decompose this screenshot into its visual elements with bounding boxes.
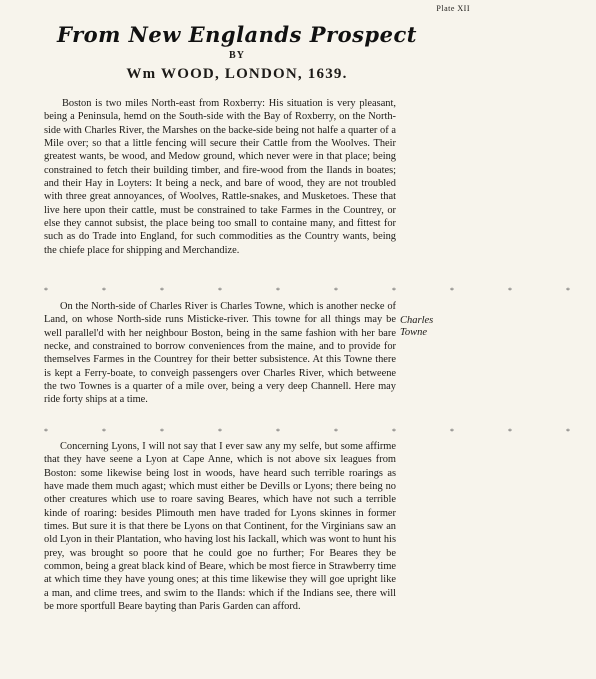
plate-label: Plate XII [436,4,470,13]
paragraph-text: Concerning Lyons, I will not say that I ever saw any my selfe, but some affirme that they have seene a Lyon at Cape Anne, which is not above six leagues from Boston: some likewise being lost in woods, have heard such terrible roarings as have made them much agast; which must either be Devills or Lyons; there being no other creatures which use to roare saving Beares, which have not such a terrible kinde of roaring: besides Plimouth men have traded for Lyons skinnes in former times. But sure it is that there be Lyons on that Continent, for the Virginians saw an old Lyon in their Plantation, who having lost his Iackall, which was wont to hunt his prey, was brought so poore that he could goe no further; For Beares they be common, being a great black kind of Beare, which be most fierce in Strawberry time at which time they have young ones; at this time likewise they will goe upright like a man, and clime trees, and swim to the Ilands: which if the Indians see, there will be more sportfull Beare bayting than Paris Garden can afford. [44,441,397,613]
section-divider: * * * * * * * * * * [44,427,596,436]
paragraph-charles-towne [44,300,396,407]
margin-note-line: Charles [400,315,434,326]
paragraph-boston [44,97,396,257]
paragraph-text: On the North-side of Charles River is Charles Towne, which is another necke of Land, on whose North-side runs Misticke-river. This towne for all things may be well parallel'd with her neighbour Boston, being in the same fashion with her bare necke, and constrained to borrow conveniences from the maine, and to provide for themselves Farmes in the Countrey for their better subsistence. At this Towne there is kept a Ferry-boate, to conveigh passengers over Charles River, which betweene the two Townes is a quarter of a mile over, being a very deep Channell. Here may ride forty ships at a time. [44,301,396,406]
imprint: Wm WOOD, LONDON, 1639. [126,66,348,82]
section-divider: * * * * * * * * * * [44,286,596,295]
margin-note [400,315,460,339]
byline: BY [229,50,245,61]
paragraph-text: Boston is two miles North-east from Roxberry: His situation is very pleasant, being a Peninsula, hemd on the South-side with the Bay of Roxberry, on the North-side with Charles River, the Marshes on the backe-side being not halfe a quarter of a Mile over; so that a little fencing will secure their Cattle from the Woolves. Their greatest wants, be wood, and Medow ground, which never were in that place; being constrained to fetch their building timber, and fire-wood from the Ilands in boates; and their Hay in Loyters: It being a neck, and bare of wood, they are not troubled with three great annoyances, of Woolves, Rattle-snakes, and Musketoes. These that live here upon their cattle, must be constrained to take Farmes in the Countrey, or else they cannot subsist, the place being too small to containe many, and fittest for such as do Trade into England, for such commodities as the Country wants, being the chiefe place for shipping and Merchandize. [44,98,396,256]
paragraph-lyons [44,440,396,613]
margin-note-line: Towne [400,327,428,338]
page-title: From New Englands Prospect [57,22,417,47]
